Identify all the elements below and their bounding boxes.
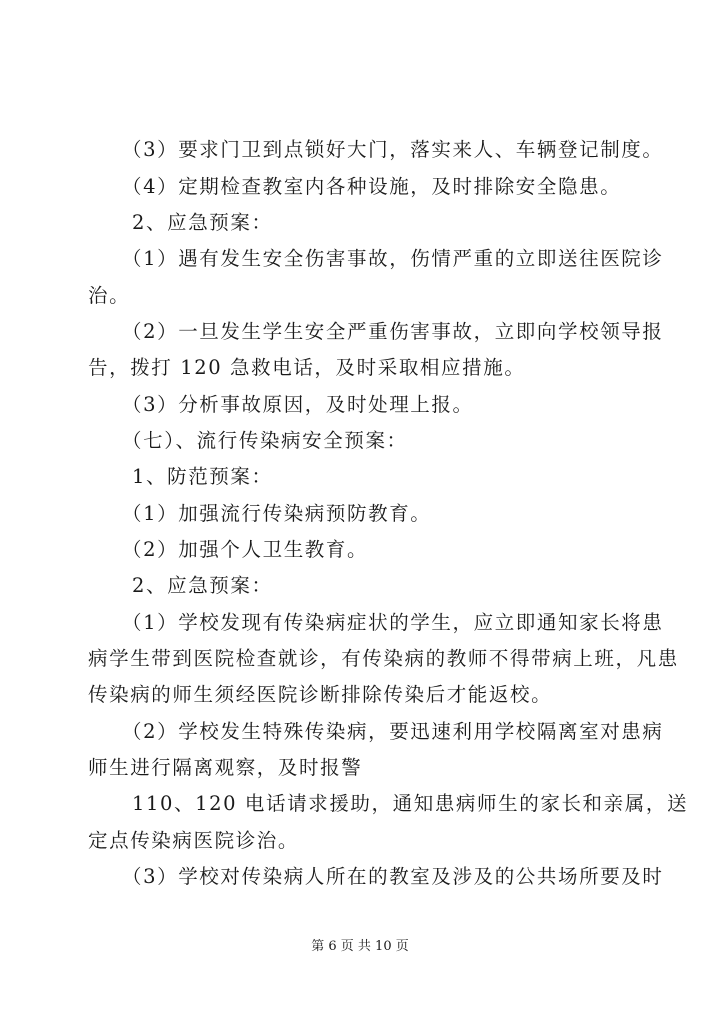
text-line-5: 治。 bbox=[88, 284, 131, 307]
page-footer: 第 6 页 共 10 页 bbox=[311, 939, 409, 954]
text-line-11: （1）加强流行传染病预防教育。 bbox=[122, 502, 432, 525]
text-line-18: 师生进行隔离观察，及时报警 bbox=[88, 756, 363, 779]
text-line-14: （1）学校发现有传染病症状的学生，应立即通知家长将患 bbox=[122, 611, 664, 634]
text-line-16: 传染病的师生须经医院诊断排除传染后才能返校。 bbox=[88, 683, 553, 706]
text-line-2: （4）定期检查教室内各种设施，及时排除安全隐患。 bbox=[122, 175, 622, 198]
text-line-3: 2、应急预案： bbox=[132, 211, 273, 234]
text-line-15: 病学生带到医院检查就诊，有传染病的教师不得带病上班，凡患 bbox=[88, 647, 679, 670]
text-line-8: （3）分析事故原因，及时处理上报。 bbox=[122, 393, 474, 416]
text-line-21: （3）学校对传染病人所在的教室及涉及的公共场所要及时 bbox=[122, 865, 664, 888]
text-line-13: 2、应急预案： bbox=[132, 574, 273, 597]
text-line-10: 1、防范预案： bbox=[132, 465, 273, 488]
text-line-7: 告，拨打 120 急救电话，及时采取相应措施。 bbox=[88, 356, 526, 379]
text-line-6: （2）一旦发生学生安全严重伤害事故，立即向学校领导报 bbox=[122, 320, 664, 343]
text-line-17: （2）学校发生特殊传染病，要迅速利用学校隔离室对患病 bbox=[122, 720, 664, 743]
text-line-12: （2）加强个人卫生教育。 bbox=[122, 538, 369, 561]
text-line-9: （七）、流行传染病安全预案： bbox=[122, 429, 408, 452]
text-line-19: 110、120 电话请求援助，通知患病师生的家长和亲属，送 bbox=[132, 792, 689, 815]
text-line-4: （1）遇有发生安全伤害事故，伤情严重的立即送往医院诊 bbox=[122, 247, 664, 270]
text-line-20: 定点传染病医院诊治。 bbox=[88, 829, 300, 852]
text-line-1: （3）要求门卫到点锁好大门，落实来人、车辆登记制度。 bbox=[122, 138, 664, 161]
